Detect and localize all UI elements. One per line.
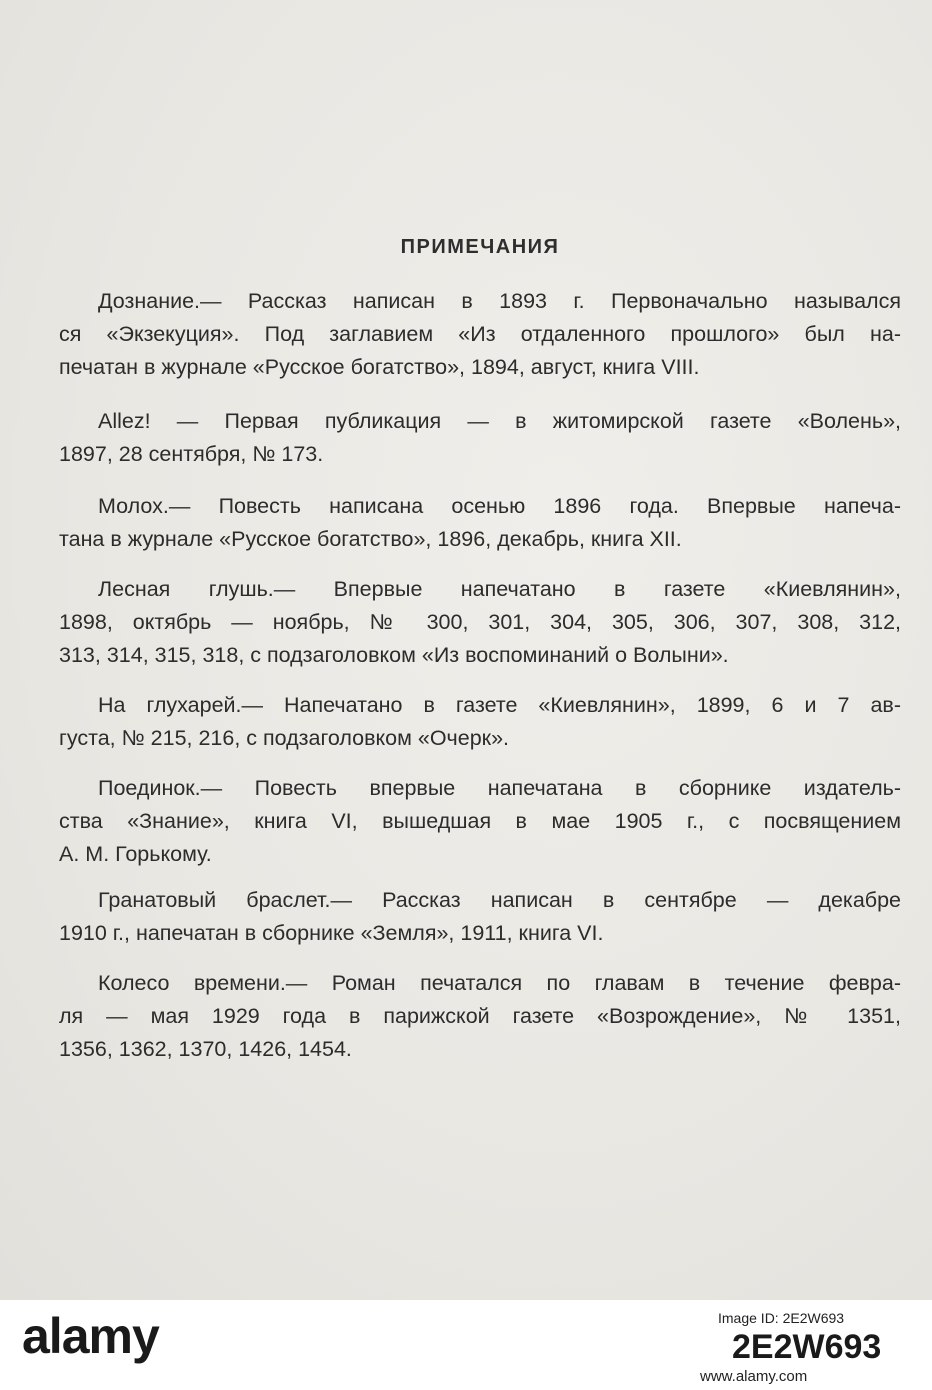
note-line: Молох.— Повесть написана осенью 1896 года. Впервые напеча- bbox=[98, 494, 901, 518]
alamy-logo: alamy bbox=[22, 1308, 159, 1364]
note-line: Поединок.— Повесть впервые напечатана в сборнике издатель- bbox=[98, 776, 901, 800]
note-line: 313, 314, 315, 318, с подзаголовком «Из воспоминаний о Волыни». bbox=[59, 643, 729, 667]
image-id-code: 2E2W693 bbox=[732, 1328, 882, 1366]
note-line: густа, № 215, 216, с подзаголовком «Очерк». bbox=[59, 726, 510, 750]
note-doznanie bbox=[59, 285, 901, 384]
note-koleso-vremeni bbox=[59, 967, 901, 1066]
note-line: ся «Экзекуция». Под заглавием «Из отдаленного прошлого» был на- bbox=[59, 322, 901, 346]
note-line: 1910 г., напечатан в сборнике «Земля», 1911, книга VI. bbox=[59, 921, 604, 945]
note-lesnaya-glush bbox=[59, 573, 901, 672]
note-line: Дознание.— Рассказ написан в 1893 г. Первоначально назывался bbox=[98, 289, 901, 313]
note-line: Гранатовый браслет.— Рассказ написан в сентябре — декабре bbox=[98, 888, 901, 912]
note-line: печатан в журнале «Русское богатство», 1894, август, книга VIII. bbox=[59, 355, 700, 379]
note-line: Колесо времени.— Роман печатался по главам в течение февра- bbox=[98, 971, 901, 995]
note-line: ля — мая 1929 года в парижской газете «Возрождение», № 1351, bbox=[59, 1004, 901, 1028]
note-na-glukharei bbox=[59, 689, 901, 755]
note-line: Allez! — Первая публикация — в житомирской газете «Волень», bbox=[98, 409, 901, 433]
note-line: тана в журнале «Русское богатство», 1896, декабрь, книга XII. bbox=[59, 527, 682, 551]
note-line: 1356, 1362, 1370, 1426, 1454. bbox=[59, 1037, 352, 1061]
note-line: 1897, 28 сентября, № 173. bbox=[59, 442, 324, 466]
note-line: 1898, октябрь — ноябрь, № 300, 301, 304, 305, 306, 307, 308, 312, bbox=[59, 610, 901, 634]
note-granatovyi-braslet bbox=[59, 884, 901, 950]
image-id-label: Image ID: 2E2W693 bbox=[718, 1310, 845, 1326]
note-line: На глухарей.— Напечатано в газете «Киевлянин», 1899, 6 и 7 ав- bbox=[98, 693, 901, 717]
note-line: ства «Знание», книга VI, вышедшая в мае 1905 г., с посвящением bbox=[59, 809, 901, 833]
note-molokh bbox=[59, 490, 901, 556]
note-poedinok bbox=[59, 772, 901, 871]
site-url: www.alamy.com bbox=[700, 1368, 808, 1385]
note-line: Лесная глушь.— Впервые напечатано в газете «Киевлянин», bbox=[98, 577, 901, 601]
page-heading: ПРИМЕЧАНИЯ bbox=[400, 236, 560, 258]
note-allez bbox=[59, 405, 901, 471]
note-line: А. М. Горькому. bbox=[59, 842, 212, 866]
